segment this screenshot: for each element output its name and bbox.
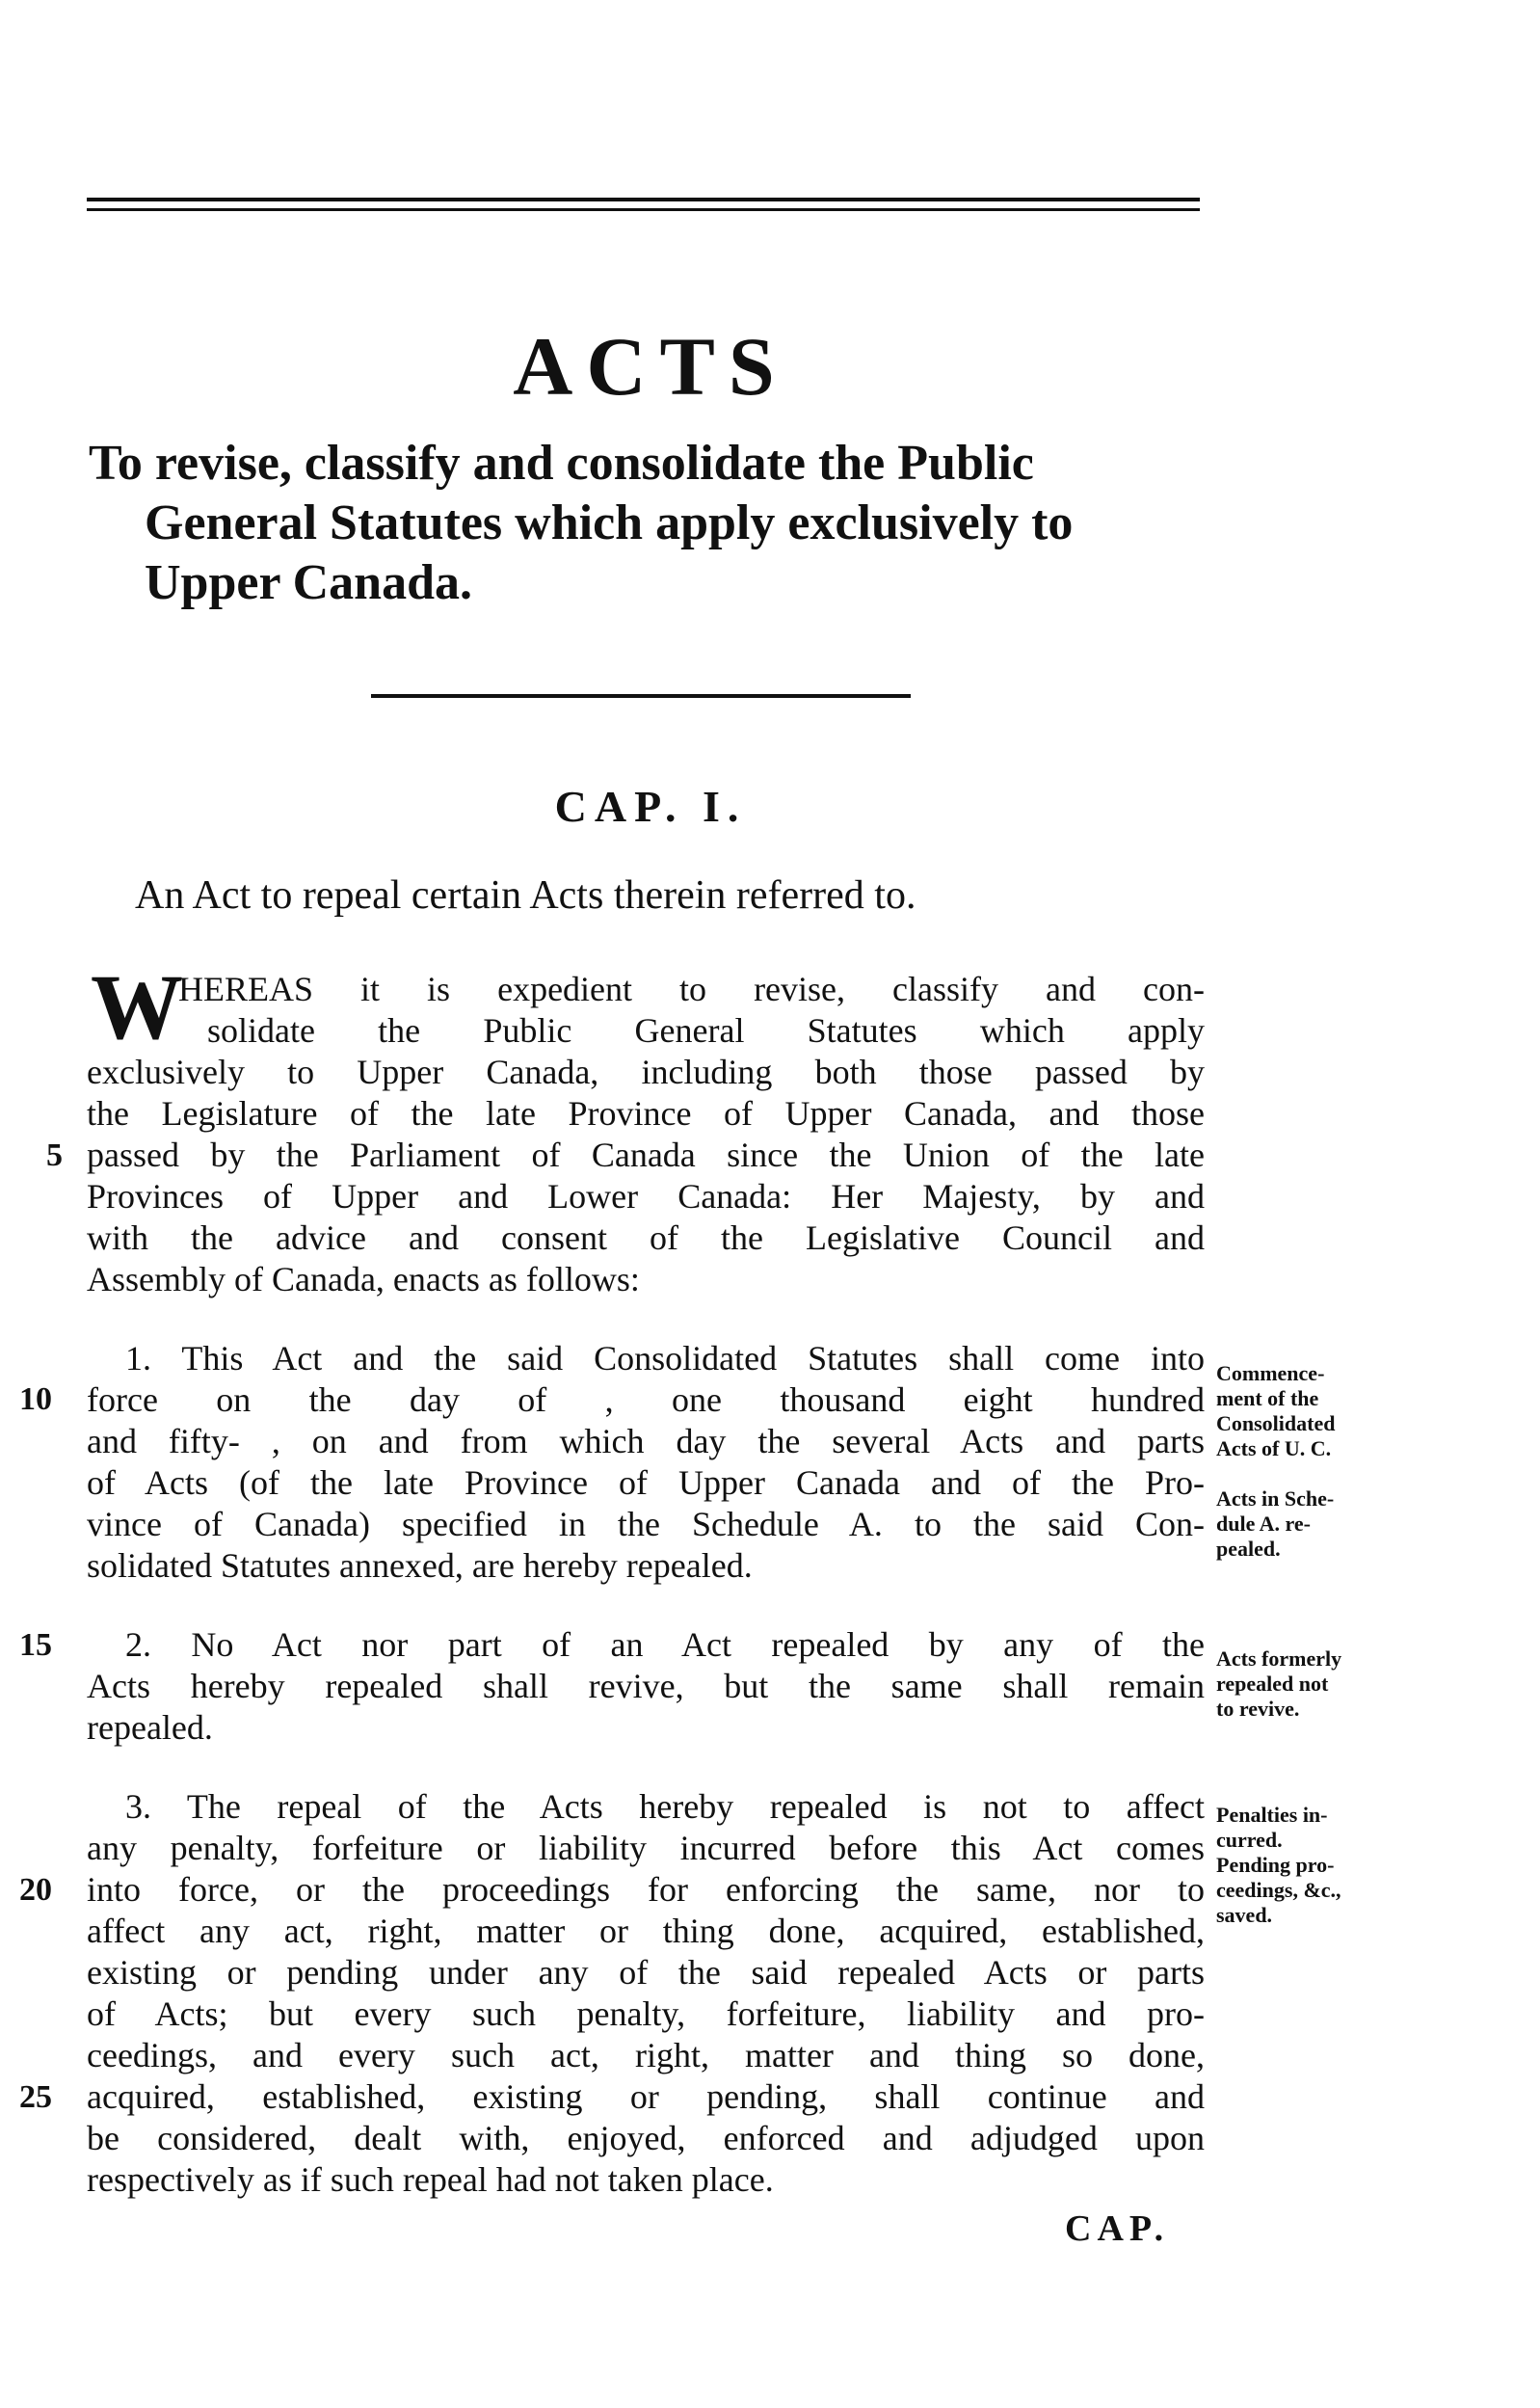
- line-number: 15: [19, 1627, 52, 1663]
- section-3-line: existing or pending under any of the said repealed Acts or parts: [87, 1953, 1205, 1992]
- marginal-note-line: repealed not: [1216, 1672, 1329, 1696]
- page-title: ACTS: [513, 320, 788, 413]
- marginal-note-line: Consolidated: [1216, 1411, 1336, 1435]
- catchword: CAP.: [1065, 2208, 1170, 2249]
- marginal-note-line: dule A. re-: [1216, 1512, 1311, 1536]
- section-3-line: any penalty, forfeiture or liability incurred before this Act comes: [87, 1829, 1205, 1867]
- preamble-line: solidate the Public General Statutes which apply: [207, 1011, 1205, 1050]
- section-3-line: be considered, dealt with, enjoyed, enforced and adjudged upon: [87, 2119, 1205, 2157]
- section-3-line: 3. The repeal of the Acts hereby repealed is not to affect: [125, 1787, 1205, 1826]
- marginal-note-line: [1216, 1461, 1409, 1486]
- line-number: 5: [46, 1137, 63, 1173]
- section-2-line: repealed.: [87, 1708, 213, 1747]
- subtitle-line: General Statutes which apply exclusively to: [145, 495, 1074, 550]
- preamble-line: exclusively to Upper Canada, including both those passed by: [87, 1053, 1205, 1091]
- marginal-note-section-2: [1216, 1646, 1409, 1722]
- section-3-line: respectively as if such repeal had not taken place.: [87, 2160, 774, 2199]
- preamble-line: the Legislature of the late Province of Upper Canada, and those: [87, 1094, 1205, 1133]
- section-1-line: force on the day of , one thousand eight hundred: [87, 1380, 1205, 1419]
- marginal-note-line: to revive.: [1216, 1697, 1300, 1721]
- subtitle-line: To revise, classify and consolidate the Public: [89, 436, 1034, 491]
- line-number: 10: [19, 1381, 52, 1417]
- preamble-line: with the advice and consent of the Legislative Council and: [87, 1218, 1205, 1257]
- marginal-note-line: Acts formerly: [1216, 1646, 1342, 1671]
- preamble-line: passed by the Parliament of Canada since the Union of the late: [87, 1136, 1205, 1174]
- line-number: 20: [19, 1872, 52, 1908]
- line-number: 25: [19, 2079, 52, 2115]
- section-1-line: of Acts (of the late Province of Upper Canada and of the Pro-: [87, 1463, 1205, 1502]
- marginal-note-line: Pending pro-: [1216, 1853, 1335, 1877]
- section-3-line: affect any act, right, matter or thing done, acquired, established,: [87, 1912, 1205, 1950]
- drop-capital: W: [91, 955, 183, 1058]
- section-1-line: solidated Statutes annexed, are hereby repealed.: [87, 1546, 753, 1585]
- section-3-line: of Acts; but every such penalty, forfeiture, liability and pro-: [87, 1994, 1205, 2033]
- marginal-note-line: ceedings, &c.,: [1216, 1878, 1341, 1902]
- preamble-line: Provinces of Upper and Lower Canada: Her Majesty, by and: [87, 1177, 1205, 1216]
- marginal-note-line: Acts in Sche-: [1216, 1486, 1335, 1511]
- marginal-note-line: ment of the: [1216, 1386, 1319, 1410]
- act-title: An Act to repeal certain Acts therein referred to.: [135, 873, 916, 918]
- chapter-heading: CAP. I.: [554, 782, 747, 831]
- marginal-note-line: Commence-: [1216, 1361, 1325, 1385]
- subtitle: [89, 434, 1207, 613]
- section-1-line: vince of Canada) specified in the Schedule A. to the said Con-: [87, 1505, 1205, 1543]
- marginal-note-line: pealed.: [1216, 1537, 1281, 1561]
- section-1-line: and fifty- , on and from which day the several Acts and parts: [87, 1422, 1205, 1460]
- marginal-note-section-1: [1216, 1361, 1409, 1562]
- preamble-line: Assembly of Canada, enacts as follows:: [87, 1260, 640, 1298]
- top-double-rule: [87, 198, 1200, 211]
- section-3-line: ceedings, and every such act, right, matter and thing so done,: [87, 2036, 1205, 2074]
- marginal-note-line: saved.: [1216, 1903, 1273, 1927]
- preamble-line: HEREAS it is expedient to revise, classify and con-: [178, 970, 1205, 1008]
- section-2-line: Acts hereby repealed shall revive, but the same shall remain: [87, 1667, 1205, 1705]
- subtitle-line: Upper Canada.: [145, 555, 473, 610]
- section-2-line: 2. No Act nor part of an Act repealed by any of the: [125, 1625, 1205, 1664]
- marginal-note-line: curred.: [1216, 1828, 1283, 1852]
- section-3-line: into force, or the proceedings for enforcing the same, nor to: [87, 1870, 1205, 1909]
- marginal-note-line: Penalties in-: [1216, 1803, 1328, 1827]
- marginal-note-line: Acts of U. C.: [1216, 1436, 1332, 1460]
- marginal-note-section-3: [1216, 1803, 1409, 1928]
- section-1-line: 1. This Act and the said Consolidated Statutes shall come into: [125, 1339, 1205, 1378]
- section-3-line: acquired, established, existing or pending, shall continue and: [87, 2077, 1205, 2116]
- section-divider-rule: [371, 694, 911, 698]
